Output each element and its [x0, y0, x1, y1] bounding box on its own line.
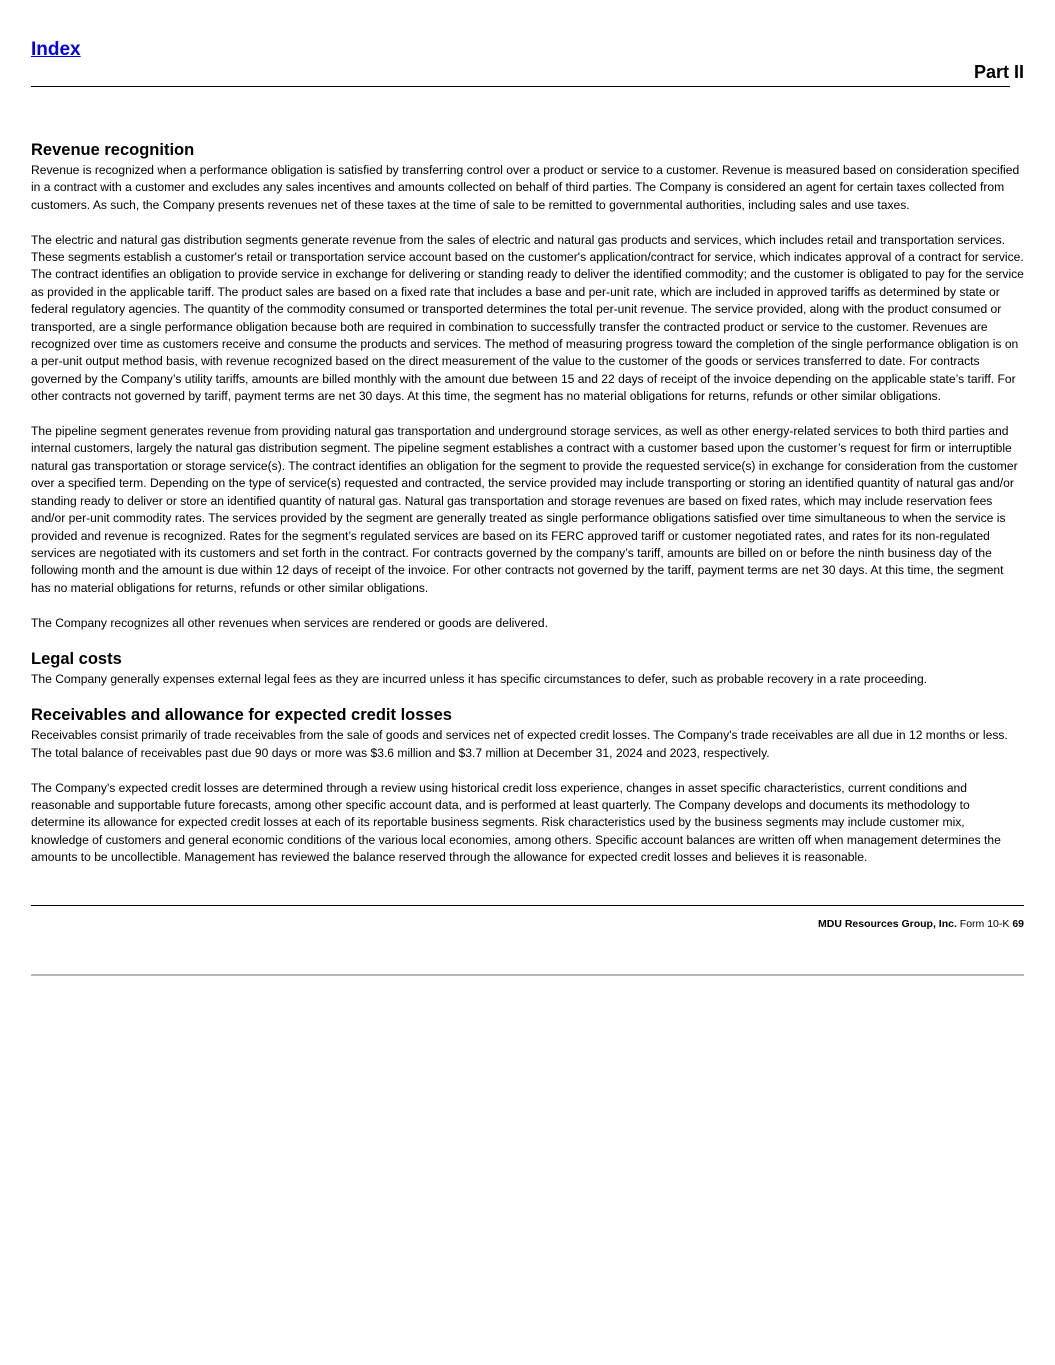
section-receivables — [31, 705, 1024, 866]
page-bottom-divider — [31, 974, 1024, 976]
paragraph: The Company's expected credit losses are determined through a review using historical credit loss experience, changes in asset specific characteristics, current conditions and reasonable and supportable future forecasts, among other specific account data, and is performed at least quarterly. The Company develops and documents its methodology to determine its allowance for expected credit losses at each of its reportable business segments. Risk characteristics used by the business segments may include customer mix, knowledge of customers and general economic conditions of the various local economies, among others. Specific account balances are written off when management determines the amounts to be uncollectible. Management has reviewed the balance reserved through the allowance for expected credit losses and believes it is reasonable. — [31, 780, 1001, 865]
index-link[interactable]: Index — [31, 39, 81, 60]
page-content — [31, 140, 1024, 884]
section-legal-costs — [31, 649, 1024, 688]
part-label: Part II — [973, 62, 1024, 82]
paragraph: The Company recognizes all other revenues when services are rendered or goods are delivered. — [31, 615, 548, 630]
section-heading: Receivables and allowance for expected credit losses — [31, 706, 452, 725]
section-revenue-recognition — [31, 140, 1024, 632]
paragraph: Receivables consist primarily of trade receivables from the sale of goods and services net of expected credit losses. The Company's trade receivables are all due in 12 months or less. The total balance of receivables past due 90 days or more was $3.6 million and $3.7 million at December 31, 2024 and 2023, respectively. — [31, 728, 1008, 760]
footer-company: MDU Resources Group, Inc. — [818, 918, 957, 930]
section-heading: Revenue recognition — [31, 141, 195, 159]
paragraph: The electric and natural gas distribution segments generate revenue from the sales of electric and natural gas products and services, which includes retail and transportation services. These segments establish a customer's retail or transportation service account based on the customer's application/contract for service, which indicates approval of a contract for service. The contract identifies an obligation to provide service in exchange for delivering or standing ready to deliver the identified commodity; and the customer is obligated to pay for the service as provided in the applicable tariff. The product sales are based on a fixed rate that includes a base and per-unit rate, which are included in approved tariffs as determined by state or federal regulatory agencies. The quantity of the commodity consumed or transported determines the total per-unit revenue. The service provided, along with the product consumed or transported, are a single performance obligation because both are required in combination to successfully transfer the contracted product or service to the customer. Revenues are recognized over time as customers receive and consume the products and services. The method of measuring progress toward the completion of the single performance obligation is on a per-unit output method basis, with revenue recognized based on the direct measurement of the value to the customer of the goods or services transferred to date. For contracts governed by the Company’s utility tariffs, amounts are billed monthly with the amount due between 15 and 22 days of receipt of the invoice depending on the applicable state’s tariff. For other contracts not governed by tariff, payment terms are net 30 days. At this time, the segment has no material obligations for returns, refunds or other similar obligations. — [31, 232, 1024, 404]
page-number: 69 — [1012, 918, 1024, 930]
section-heading: Legal costs — [31, 649, 122, 668]
footer-divider — [31, 905, 1024, 906]
paragraph: Revenue is recognized when a performance obligation is satisfied by transferring control over a product or service to a customer. Revenue is measured based on consideration specified in a contract with a customer and excludes any sales incentives and amounts collected on behalf of third parties. The Company is considered an agent for certain taxes collected from customers. As such, the Company presents revenues net of these taxes at the time of sale to be remitted to governmental authorities, including sales and use taxes. — [31, 163, 1020, 212]
page-footer — [818, 918, 1024, 930]
footer-form: Form 10-K — [959, 918, 1010, 930]
paragraph: The Company generally expenses external legal fees as they are incurred unless it has specific circumstances to defer, such as probable recovery in a rate proceeding. — [31, 671, 928, 686]
header-divider — [31, 86, 1010, 87]
paragraph: The pipeline segment generates revenue from providing natural gas transportation and underground storage services, as well as other energy-related services to both third parties and internal customers, largely the natural gas distribution segment. The pipeline segment establishes a contract with a customer based upon the customer’s request for firm or interruptible natural gas transportation or storage service(s). The contract identifies an obligation for the segment to provide the requested service(s) in exchange for consideration from the customer over a specified term. Depending on the type of service(s) requested and contracted, the service provided may include transporting or storing an identified quantity of natural gas and/or standing ready to deliver or store an identified quantity of natural gas. Natural gas transportation and storage revenues are based on fixed rates, which may include reservation fees and/or per-unit commodity rates. The services provided by the segment are generally treated as single performance obligations satisfied over time simultaneous to when the service is provided and revenue is recognized. Rates for the segment’s regulated services are based on its FERC approved tariff or customer negotiated rates, and rates for its non-regulated services are negotiated with its customers and set forth in the contract. For contracts governed by the company’s tariff, amounts are billed on or before the ninth business day of the following month and the amount is due within 12 days of receipt of the invoice. For other contracts not governed by the tariff, payment terms are net 30 days. At this time, the segment has no material obligations for returns, refunds or other similar obligations. — [31, 424, 1018, 595]
